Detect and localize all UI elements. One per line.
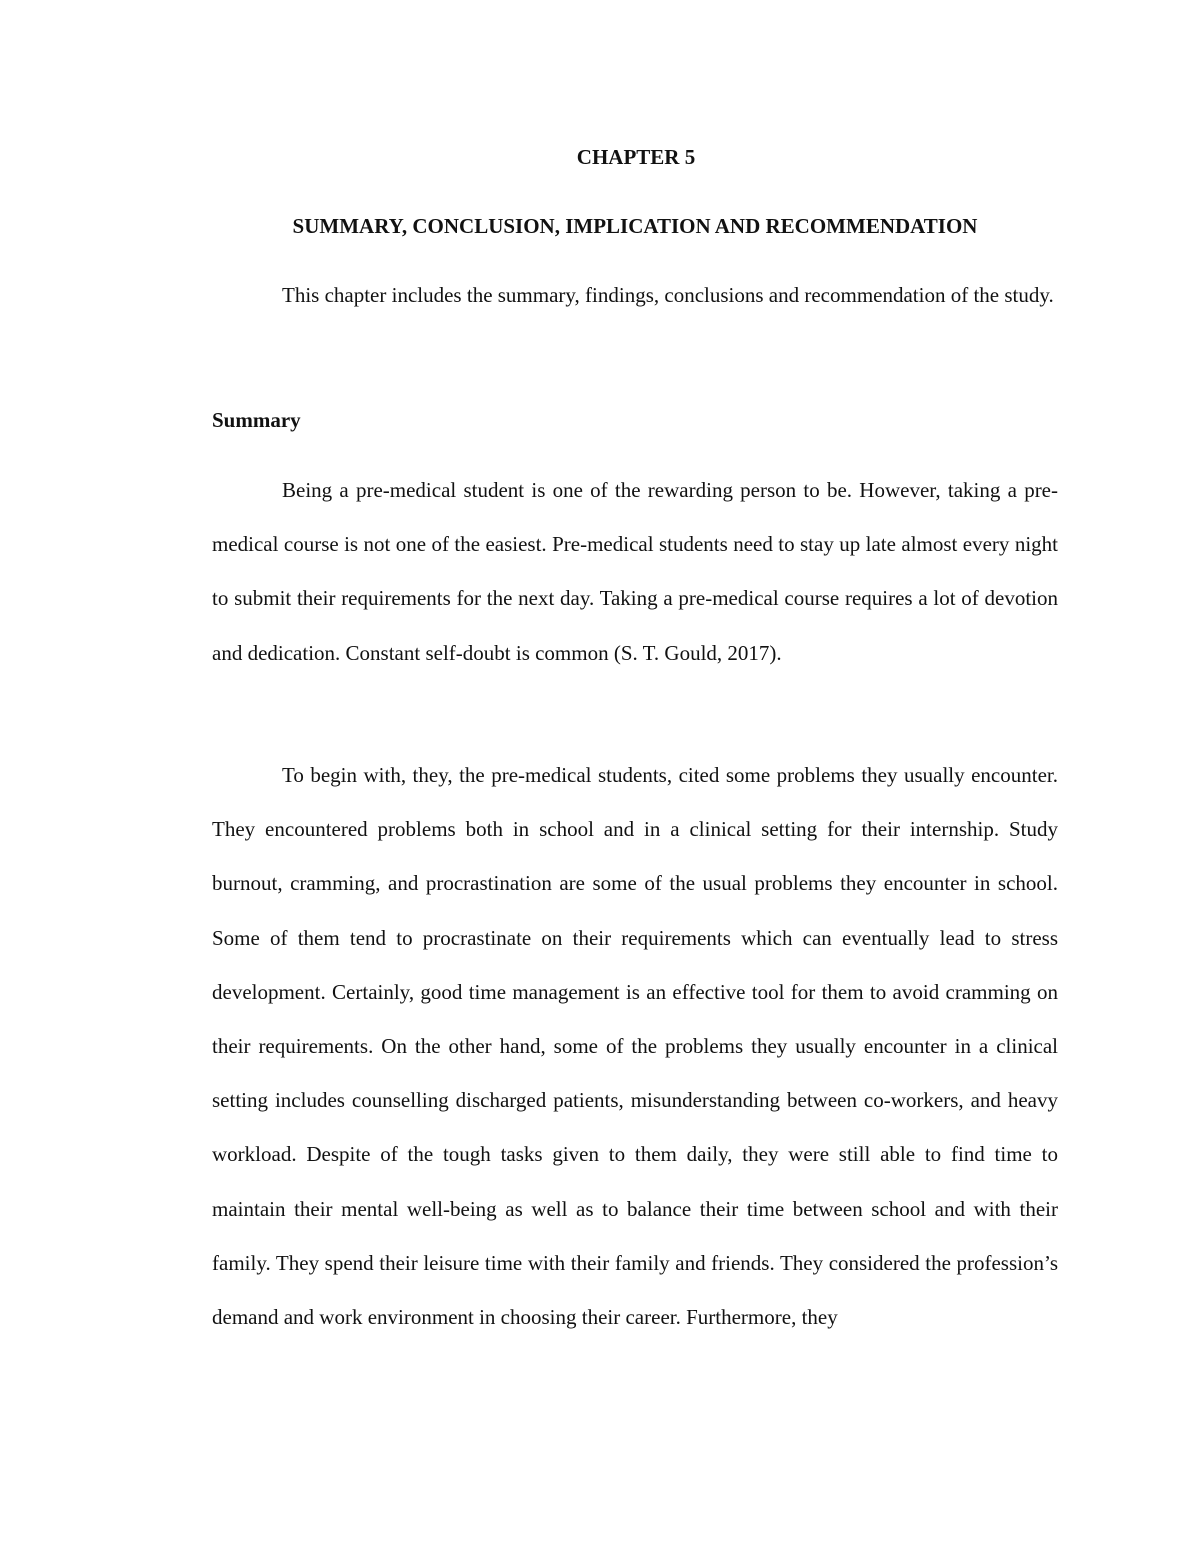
chapter-title: SUMMARY, CONCLUSION, IMPLICATION AND RECOMMENDATION (292, 214, 978, 238)
chapter-number: CHAPTER 5 (576, 145, 696, 169)
section-heading-summary: Summary (212, 408, 301, 432)
summary-paragraph-1: Being a pre-medical student is one of the rewarding person to be. However, taking a pre-medical course is not one of the easiest. Pre-medical students need to stay up late almost every night to submit their requirements for the next day. Taking a pre-medical course requires a lot of devotion and dedication. Constant self-doubt is common (S. T. Gould, 2017). (212, 478, 1058, 665)
intro-paragraph: This chapter includes the summary, findings, conclusions and recommendation of the study. (282, 283, 1054, 307)
summary-paragraph-2: To begin with, they, the pre-medical students, cited some problems they usually encounter. They encountered problems both in school and in a clinical setting for their internship. Study burnout, cramming, and procrastination are some of the usual problems they encounter in school. Some of them tend to procrastinate on their requirements which can eventually lead to stress development. Certainly, good time management is an effective tool for them to avoid cramming on their requirements. On the other hand, some of the problems they usually encounter in a clinical setting includes counselling discharged patients, misunderstanding between co-workers, and heavy workload. Despite of the tough tasks given to them daily, they were still able to find time to maintain their mental well-being as well as to balance their time between school and with their family. They spend their leisure time with their family and friends. They considered the profession’s demand and work environment in choosing their career. Furthermore, they (212, 763, 1058, 1330)
